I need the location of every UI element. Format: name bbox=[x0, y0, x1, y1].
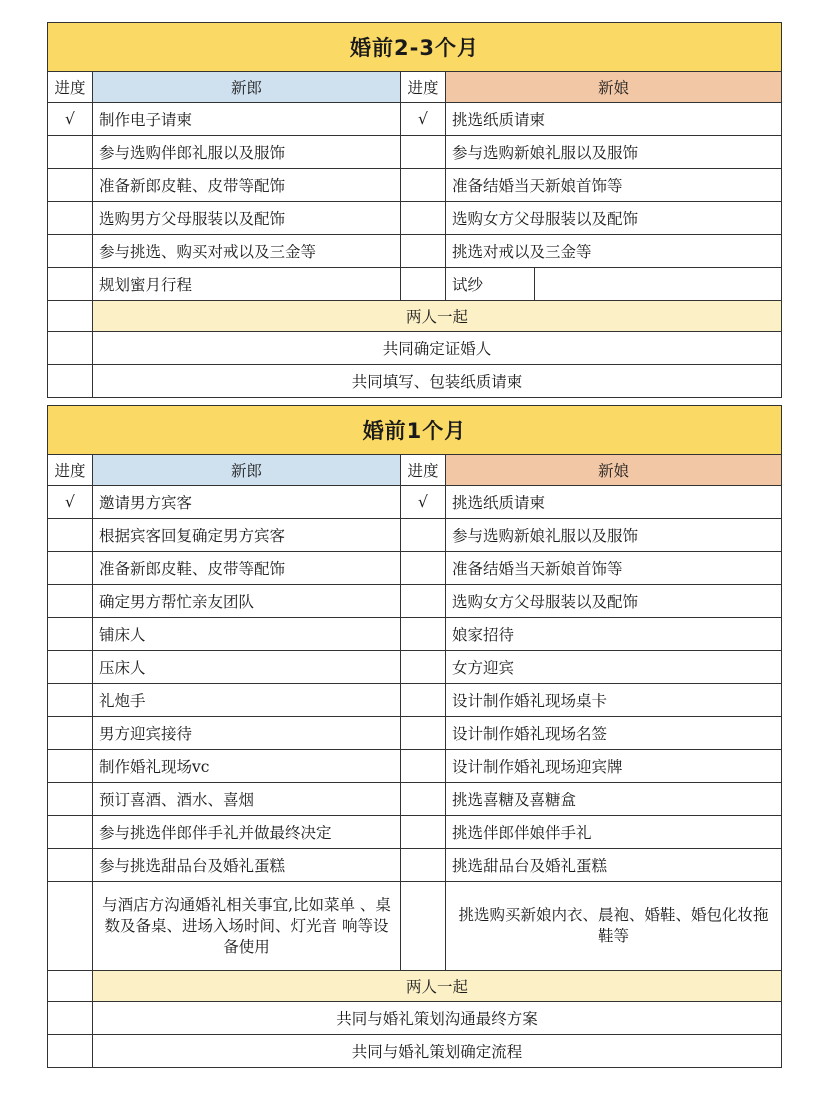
bride-task: 参与选购新娘礼服以及服饰 bbox=[446, 136, 782, 169]
groom-task: 参与挑选伴郎伴手礼并做最终决定 bbox=[93, 816, 401, 849]
bride-check[interactable] bbox=[401, 849, 446, 882]
table-row bbox=[48, 651, 782, 684]
bride-check[interactable] bbox=[401, 717, 446, 750]
table-row bbox=[48, 585, 782, 618]
bride-task: 设计制作婚礼现场迎宾牌 bbox=[446, 750, 782, 783]
groom-check[interactable] bbox=[48, 816, 93, 849]
bride-task: 准备结婚当天新娘首饰等 bbox=[446, 169, 782, 202]
joint-task: 共同填写、包装纸质请柬 bbox=[93, 365, 782, 398]
groom-check[interactable] bbox=[48, 552, 93, 585]
table-row bbox=[48, 750, 782, 783]
section-title: 婚前2-3个月 bbox=[48, 23, 782, 72]
table-row bbox=[48, 169, 782, 202]
bride-task-cell bbox=[446, 268, 782, 301]
groom-task: 制作婚礼现场vc bbox=[93, 750, 401, 783]
table-row bbox=[48, 882, 782, 971]
table-row bbox=[48, 235, 782, 268]
groom-check[interactable] bbox=[48, 618, 93, 651]
bride-check[interactable] bbox=[401, 519, 446, 552]
groom-task: 确定男方帮忙亲友团队 bbox=[93, 585, 401, 618]
bride-check[interactable] bbox=[401, 816, 446, 849]
groom-check[interactable] bbox=[48, 268, 93, 301]
groom-task: 准备新郎皮鞋、皮带等配饰 bbox=[93, 552, 401, 585]
bride-task: 挑选购买新娘内衣、晨袍、婚鞋、婚包化妆拖鞋等 bbox=[446, 882, 782, 971]
groom-check[interactable] bbox=[48, 849, 93, 882]
bride-check[interactable] bbox=[401, 783, 446, 816]
groom-header: 新郎 bbox=[93, 455, 401, 486]
section-title: 婚前1个月 bbox=[48, 406, 782, 455]
table-row bbox=[48, 136, 782, 169]
bride-task: 准备结婚当天新娘首饰等 bbox=[446, 552, 782, 585]
table-row bbox=[48, 618, 782, 651]
groom-task: 规划蜜月行程 bbox=[93, 268, 401, 301]
bride-check[interactable] bbox=[401, 202, 446, 235]
bride-task: 参与选购新娘礼服以及服饰 bbox=[446, 519, 782, 552]
groom-check[interactable] bbox=[48, 651, 93, 684]
bride-task: 设计制作婚礼现场名签 bbox=[446, 717, 782, 750]
table-row bbox=[48, 103, 782, 136]
table-row bbox=[48, 202, 782, 235]
groom-check[interactable]: √ bbox=[48, 486, 93, 519]
together-check[interactable] bbox=[48, 365, 93, 398]
together-check[interactable] bbox=[48, 1002, 93, 1035]
bride-check[interactable] bbox=[401, 552, 446, 585]
groom-task: 铺床人 bbox=[93, 618, 401, 651]
together-header: 两人一起 bbox=[93, 301, 782, 332]
table-row bbox=[48, 268, 782, 301]
joint-task: 共同确定证婚人 bbox=[93, 332, 782, 365]
joint-task: 共同与婚礼策划沟通最终方案 bbox=[93, 1002, 782, 1035]
bride-header: 新娘 bbox=[446, 455, 782, 486]
table-row bbox=[48, 519, 782, 552]
groom-task: 参与选购伴郎礼服以及服饰 bbox=[93, 136, 401, 169]
bride-task: 试纱 bbox=[446, 268, 535, 300]
bride-task: 挑选喜糖及喜糖盒 bbox=[446, 783, 782, 816]
bride-check[interactable] bbox=[401, 684, 446, 717]
groom-check[interactable] bbox=[48, 136, 93, 169]
bride-check[interactable] bbox=[401, 169, 446, 202]
groom-task: 男方迎宾接待 bbox=[93, 717, 401, 750]
bride-check[interactable] bbox=[401, 235, 446, 268]
groom-task: 礼炮手 bbox=[93, 684, 401, 717]
groom-task: 根据宾客回复确定男方宾客 bbox=[93, 519, 401, 552]
groom-task: 邀请男方宾客 bbox=[93, 486, 401, 519]
progress-header: 进度 bbox=[401, 455, 446, 486]
groom-check[interactable] bbox=[48, 882, 93, 971]
groom-check[interactable] bbox=[48, 783, 93, 816]
groom-check[interactable] bbox=[48, 202, 93, 235]
table-row bbox=[48, 684, 782, 717]
bride-check[interactable] bbox=[401, 750, 446, 783]
groom-task: 压床人 bbox=[93, 651, 401, 684]
groom-check[interactable] bbox=[48, 750, 93, 783]
groom-task: 预订喜酒、酒水、喜烟 bbox=[93, 783, 401, 816]
bride-check[interactable] bbox=[401, 136, 446, 169]
groom-check[interactable] bbox=[48, 519, 93, 552]
joint-task: 共同与婚礼策划确定流程 bbox=[93, 1035, 782, 1068]
bride-check[interactable] bbox=[401, 618, 446, 651]
bride-task: 女方迎宾 bbox=[446, 651, 782, 684]
together-header: 两人一起 bbox=[93, 971, 782, 1002]
bride-task: 挑选甜品台及婚礼蛋糕 bbox=[446, 849, 782, 882]
bride-task: 娘家招待 bbox=[446, 618, 782, 651]
progress-header: 进度 bbox=[48, 72, 93, 103]
checklist-table-2-3-months bbox=[47, 22, 782, 398]
groom-task: 参与挑选甜品台及婚礼蛋糕 bbox=[93, 849, 401, 882]
bride-check[interactable] bbox=[401, 585, 446, 618]
together-check[interactable] bbox=[48, 301, 93, 332]
bride-check[interactable]: √ bbox=[401, 103, 446, 136]
groom-task: 参与挑选、购买对戒以及三金等 bbox=[93, 235, 401, 268]
bride-task: 挑选纸质请柬 bbox=[446, 486, 782, 519]
groom-header: 新郎 bbox=[93, 72, 401, 103]
groom-check[interactable] bbox=[48, 585, 93, 618]
groom-task: 准备新郎皮鞋、皮带等配饰 bbox=[93, 169, 401, 202]
bride-header: 新娘 bbox=[446, 72, 782, 103]
bride-task: 挑选纸质请柬 bbox=[446, 103, 782, 136]
groom-check[interactable] bbox=[48, 717, 93, 750]
progress-header: 进度 bbox=[48, 455, 93, 486]
bride-check[interactable] bbox=[401, 651, 446, 684]
bride-task: 选购女方父母服装以及配饰 bbox=[446, 202, 782, 235]
together-check[interactable] bbox=[48, 971, 93, 1002]
groom-task: 选购男方父母服装以及配饰 bbox=[93, 202, 401, 235]
bride-task: 挑选对戒以及三金等 bbox=[446, 235, 782, 268]
table-row bbox=[48, 849, 782, 882]
table-row bbox=[48, 783, 782, 816]
bride-check[interactable] bbox=[401, 268, 446, 301]
bride-check[interactable]: √ bbox=[401, 486, 446, 519]
bride-task: 设计制作婚礼现场桌卡 bbox=[446, 684, 782, 717]
groom-check[interactable] bbox=[48, 684, 93, 717]
checklist-table-1-month bbox=[47, 405, 782, 1068]
groom-task: 制作电子请柬 bbox=[93, 103, 401, 136]
groom-check[interactable]: √ bbox=[48, 103, 93, 136]
bride-task: 挑选伴郎伴娘伴手礼 bbox=[446, 816, 782, 849]
together-check[interactable] bbox=[48, 1035, 93, 1068]
bride-task: 选购女方父母服装以及配饰 bbox=[446, 585, 782, 618]
table-row bbox=[48, 816, 782, 849]
groom-task: 与酒店方沟通婚礼相关事宜,比如菜单 、桌数及备桌、进场入场时间、灯光音 响等设备使用 bbox=[93, 882, 401, 971]
bride-check[interactable] bbox=[401, 882, 446, 971]
groom-check[interactable] bbox=[48, 169, 93, 202]
table-row bbox=[48, 552, 782, 585]
table-row bbox=[48, 717, 782, 750]
together-check[interactable] bbox=[48, 332, 93, 365]
groom-check[interactable] bbox=[48, 235, 93, 268]
table-row bbox=[48, 486, 782, 519]
progress-header: 进度 bbox=[401, 72, 446, 103]
